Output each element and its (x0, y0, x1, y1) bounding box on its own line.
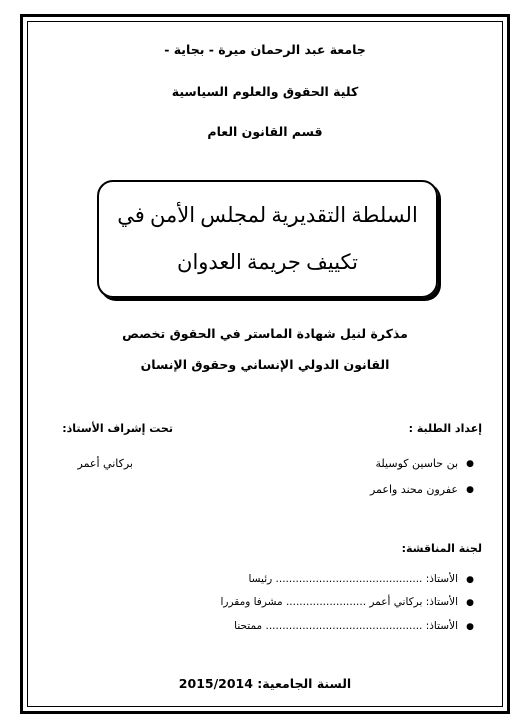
bullet-icon: ● (466, 622, 474, 632)
bullet-icon: ● (466, 598, 474, 608)
thesis-title-line-1: السلطة التقديرية لمجلس الأمن في (117, 203, 418, 227)
committee-label: لجنة المناقشة: (401, 542, 482, 555)
faculty-name: كلية الحقوق والعلوم السياسية (171, 84, 359, 99)
degree-line-2: القانون الدولي الإنساني وحقوق الإنسان (140, 357, 390, 372)
bullet-icon: ● (466, 485, 474, 495)
student-name-2: عفرون محند واعمر (369, 483, 458, 496)
supervisor-name: بركاني أعمر (77, 457, 133, 470)
committee-member-examiner: الأستاذ: ............................................... ممتحنا (234, 620, 458, 632)
title-box (97, 180, 438, 298)
committee-member-president: الأستاذ: ............................................ رئيسا (248, 573, 458, 585)
degree-line-1: مذكرة لنيل شهادة الماستر في الحقوق تخصص (122, 326, 408, 341)
supervisor-label: تحت إشراف الأستاذ: (62, 422, 173, 435)
thesis-title-line-2: تكييف جريمة العدوان (177, 250, 358, 274)
bullet-icon: ● (466, 459, 474, 469)
student-name-1: بن حاسين كوسيلة (375, 457, 458, 470)
university-name: جامعة عبد الرحمان ميرة - بجاية - (164, 42, 366, 57)
committee-member-supervisor: الأستاذ: بركاني أعمر ........................ مشرفا ومقررا (220, 596, 458, 608)
academic-year: السنة الجامعية: 2015/2014 (178, 676, 352, 691)
students-label: إعداد الطلبة : (408, 422, 482, 435)
department-name: قسم القانون العام (207, 124, 323, 139)
bullet-icon: ● (466, 575, 474, 585)
